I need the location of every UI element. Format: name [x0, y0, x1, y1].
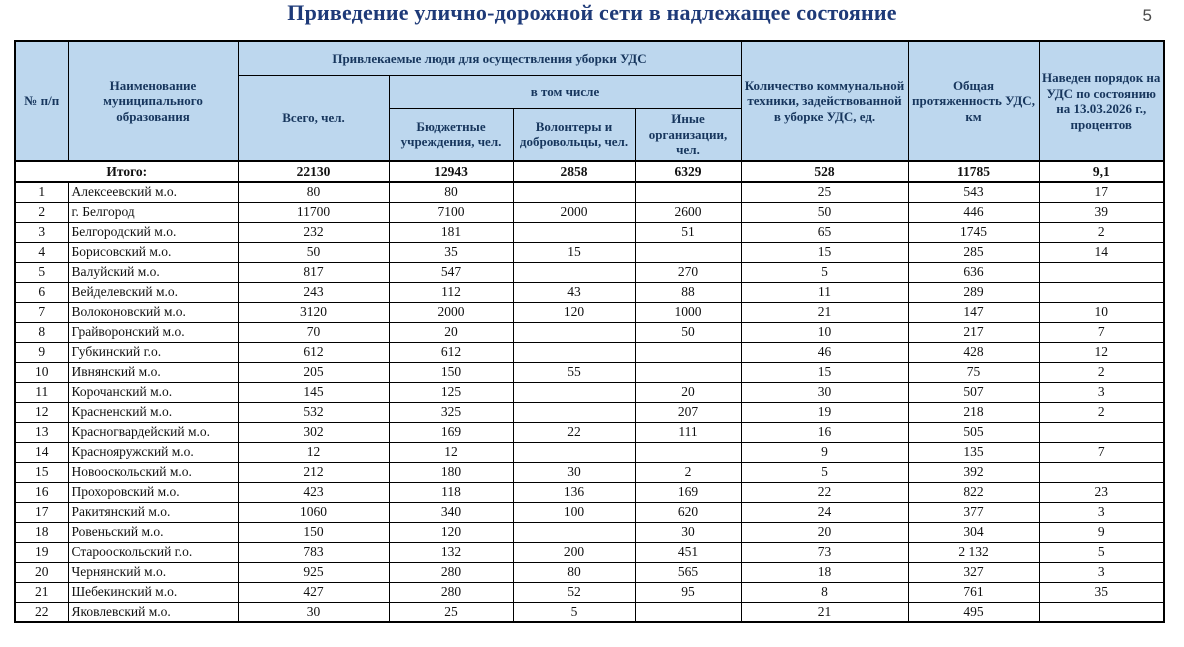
- municipality-name-cell: Ракитянский м.о.: [68, 502, 238, 522]
- value-cell: 822: [908, 482, 1039, 502]
- value-cell: 80: [238, 182, 389, 202]
- municipality-name-cell: Ивнянский м.о.: [68, 362, 238, 382]
- header-cell-machines: Количество коммунальной техники, задействованной в уборке УДС, ед.: [741, 41, 908, 161]
- value-cell: 50: [238, 242, 389, 262]
- value-cell: 111: [635, 422, 741, 442]
- value-cell: 5: [513, 602, 635, 622]
- value-cell: 7: [1039, 442, 1164, 462]
- value-cell: 451: [635, 542, 741, 562]
- value-cell: [513, 382, 635, 402]
- value-cell: 181: [389, 222, 513, 242]
- header-cell-other: Иные организации, чел.: [635, 108, 741, 161]
- value-cell: [513, 182, 635, 202]
- totals-value-cell: 2858: [513, 161, 635, 182]
- value-cell: 14: [1039, 242, 1164, 262]
- value-cell: 12: [389, 442, 513, 462]
- value-cell: 217: [908, 322, 1039, 342]
- value-cell: 2 132: [908, 542, 1039, 562]
- value-cell: 817: [238, 262, 389, 282]
- value-cell: 30: [741, 382, 908, 402]
- value-cell: 11700: [238, 202, 389, 222]
- value-cell: 2000: [389, 302, 513, 322]
- value-cell: 120: [389, 522, 513, 542]
- row-number-cell: 14: [15, 442, 68, 462]
- value-cell: [513, 522, 635, 542]
- value-cell: 50: [741, 202, 908, 222]
- row-number-cell: 7: [15, 302, 68, 322]
- value-cell: [513, 342, 635, 362]
- value-cell: [513, 222, 635, 242]
- header-cell-budget: Бюджетные учреждения, чел.: [389, 108, 513, 161]
- value-cell: 10: [741, 322, 908, 342]
- table-row: [15, 222, 1164, 242]
- value-cell: 150: [389, 362, 513, 382]
- value-cell: 21: [741, 302, 908, 322]
- value-cell: 2: [1039, 222, 1164, 242]
- value-cell: 25: [389, 602, 513, 622]
- value-cell: 20: [741, 522, 908, 542]
- municipality-name-cell: Белгородский м.о.: [68, 222, 238, 242]
- value-cell: 80: [389, 182, 513, 202]
- table-row: [15, 182, 1164, 202]
- value-cell: 22: [513, 422, 635, 442]
- value-cell: [635, 602, 741, 622]
- value-cell: 7: [1039, 322, 1164, 342]
- table-row: [15, 442, 1164, 462]
- table-row: [15, 562, 1164, 582]
- value-cell: 12: [1039, 342, 1164, 362]
- value-cell: 1745: [908, 222, 1039, 242]
- municipality-name-cell: Яковлевский м.о.: [68, 602, 238, 622]
- table-row: [15, 202, 1164, 222]
- municipality-name-cell: Новооскольский м.о.: [68, 462, 238, 482]
- value-cell: 50: [635, 322, 741, 342]
- municipality-name-cell: Губкинский г.о.: [68, 342, 238, 362]
- value-cell: [1039, 602, 1164, 622]
- header-cell-municipality: Наименование муниципального образования: [68, 41, 238, 161]
- value-cell: 15: [513, 242, 635, 262]
- value-cell: 207: [635, 402, 741, 422]
- municipality-name-cell: Старооскольский г.о.: [68, 542, 238, 562]
- value-cell: [1039, 422, 1164, 442]
- row-number-cell: 17: [15, 502, 68, 522]
- totals-value-cell: 11785: [908, 161, 1039, 182]
- totals-value-cell: 9,1: [1039, 161, 1164, 182]
- value-cell: [513, 322, 635, 342]
- header-cell-num: № п/п: [15, 41, 68, 161]
- value-cell: [513, 402, 635, 422]
- value-cell: 243: [238, 282, 389, 302]
- value-cell: 17: [1039, 182, 1164, 202]
- value-cell: 505: [908, 422, 1039, 442]
- row-number-cell: 1: [15, 182, 68, 202]
- value-cell: 543: [908, 182, 1039, 202]
- table-row: [15, 322, 1164, 342]
- value-cell: 428: [908, 342, 1039, 362]
- row-number-cell: 19: [15, 542, 68, 562]
- value-cell: 270: [635, 262, 741, 282]
- table-body: [15, 161, 1164, 622]
- value-cell: 2600: [635, 202, 741, 222]
- value-cell: 612: [389, 342, 513, 362]
- value-cell: 95: [635, 582, 741, 602]
- table-header: [15, 41, 1164, 161]
- municipality-name-cell: г. Белгород: [68, 202, 238, 222]
- value-cell: 392: [908, 462, 1039, 482]
- value-cell: 132: [389, 542, 513, 562]
- value-cell: 70: [238, 322, 389, 342]
- value-cell: 280: [389, 562, 513, 582]
- table-row: [15, 402, 1164, 422]
- totals-value-cell: 22130: [238, 161, 389, 182]
- value-cell: 180: [389, 462, 513, 482]
- table-row: [15, 502, 1164, 522]
- municipality-name-cell: Валуйский м.о.: [68, 262, 238, 282]
- value-cell: 22: [741, 482, 908, 502]
- value-cell: 75: [908, 362, 1039, 382]
- totals-value-cell: 528: [741, 161, 908, 182]
- totals-value-cell: 6329: [635, 161, 741, 182]
- value-cell: 423: [238, 482, 389, 502]
- row-number-cell: 15: [15, 462, 68, 482]
- header-cell-volunteers: Волонтеры и добровольцы, чел.: [513, 108, 635, 161]
- value-cell: 636: [908, 262, 1039, 282]
- header-group-people: Привлекаемые люди для осуществления уборки УДС: [238, 41, 741, 75]
- value-cell: 65: [741, 222, 908, 242]
- value-cell: 7100: [389, 202, 513, 222]
- value-cell: [635, 242, 741, 262]
- value-cell: 9: [741, 442, 908, 462]
- value-cell: 15: [741, 362, 908, 382]
- value-cell: 11: [741, 282, 908, 302]
- header-cell-length: Общая протяженность УДС, км: [908, 41, 1039, 161]
- value-cell: 88: [635, 282, 741, 302]
- table-row: [15, 522, 1164, 542]
- value-cell: 150: [238, 522, 389, 542]
- value-cell: [1039, 282, 1164, 302]
- row-number-cell: 18: [15, 522, 68, 542]
- municipality-name-cell: Красногвардейский м.о.: [68, 422, 238, 442]
- value-cell: 125: [389, 382, 513, 402]
- row-number-cell: 12: [15, 402, 68, 422]
- value-cell: [1039, 462, 1164, 482]
- value-cell: 118: [389, 482, 513, 502]
- value-cell: 340: [389, 502, 513, 522]
- value-cell: [513, 442, 635, 462]
- value-cell: 112: [389, 282, 513, 302]
- value-cell: 8: [741, 582, 908, 602]
- table-row: [15, 282, 1164, 302]
- value-cell: 302: [238, 422, 389, 442]
- row-number-cell: 9: [15, 342, 68, 362]
- page-number: 5: [1142, 6, 1152, 25]
- header-cell-progress: Наведен порядок на УДС по состоянию на 13.03.2026 г., процентов: [1039, 41, 1164, 161]
- table-row: [15, 602, 1164, 622]
- value-cell: 507: [908, 382, 1039, 402]
- value-cell: 15: [741, 242, 908, 262]
- table-row: [15, 462, 1164, 482]
- municipality-name-cell: Прохоровский м.о.: [68, 482, 238, 502]
- value-cell: 925: [238, 562, 389, 582]
- value-cell: [513, 262, 635, 282]
- table-row: [15, 382, 1164, 402]
- table-row: [15, 542, 1164, 562]
- value-cell: 10: [1039, 302, 1164, 322]
- value-cell: 9: [1039, 522, 1164, 542]
- totals-label-cell: Итого:: [15, 161, 238, 182]
- row-number-cell: 4: [15, 242, 68, 262]
- value-cell: 377: [908, 502, 1039, 522]
- value-cell: 12: [238, 442, 389, 462]
- value-cell: 16: [741, 422, 908, 442]
- value-cell: 325: [389, 402, 513, 422]
- value-cell: 218: [908, 402, 1039, 422]
- row-number-cell: 22: [15, 602, 68, 622]
- value-cell: 427: [238, 582, 389, 602]
- municipality-name-cell: Борисовский м.о.: [68, 242, 238, 262]
- value-cell: 39: [1039, 202, 1164, 222]
- value-cell: 120: [513, 302, 635, 322]
- municipality-name-cell: Шебекинский м.о.: [68, 582, 238, 602]
- row-number-cell: 11: [15, 382, 68, 402]
- value-cell: 20: [389, 322, 513, 342]
- table-row: [15, 342, 1164, 362]
- value-cell: 495: [908, 602, 1039, 622]
- value-cell: 3: [1039, 502, 1164, 522]
- table-row: [15, 242, 1164, 262]
- value-cell: 761: [908, 582, 1039, 602]
- main-table: [14, 40, 1165, 623]
- value-cell: 212: [238, 462, 389, 482]
- value-cell: 52: [513, 582, 635, 602]
- value-cell: [635, 362, 741, 382]
- row-number-cell: 10: [15, 362, 68, 382]
- value-cell: 145: [238, 382, 389, 402]
- value-cell: 532: [238, 402, 389, 422]
- value-cell: 55: [513, 362, 635, 382]
- value-cell: [1039, 262, 1164, 282]
- value-cell: 169: [635, 482, 741, 502]
- value-cell: [635, 342, 741, 362]
- value-cell: 446: [908, 202, 1039, 222]
- municipality-name-cell: Грайворонский м.о.: [68, 322, 238, 342]
- row-number-cell: 3: [15, 222, 68, 242]
- value-cell: 3: [1039, 562, 1164, 582]
- row-number-cell: 20: [15, 562, 68, 582]
- value-cell: 35: [1039, 582, 1164, 602]
- value-cell: 2: [635, 462, 741, 482]
- value-cell: 46: [741, 342, 908, 362]
- municipality-name-cell: Краснояружский м.о.: [68, 442, 238, 462]
- row-number-cell: 21: [15, 582, 68, 602]
- row-number-cell: 2: [15, 202, 68, 222]
- value-cell: 1000: [635, 302, 741, 322]
- value-cell: 5: [1039, 542, 1164, 562]
- value-cell: 30: [238, 602, 389, 622]
- value-cell: 35: [389, 242, 513, 262]
- value-cell: 2: [1039, 362, 1164, 382]
- value-cell: 620: [635, 502, 741, 522]
- value-cell: 280: [389, 582, 513, 602]
- table-row: [15, 362, 1164, 382]
- value-cell: 289: [908, 282, 1039, 302]
- row-number-cell: 13: [15, 422, 68, 442]
- value-cell: [635, 442, 741, 462]
- municipality-name-cell: Красненский м.о.: [68, 402, 238, 422]
- header-cell-total: Всего, чел.: [238, 75, 389, 161]
- value-cell: [635, 182, 741, 202]
- value-cell: 51: [635, 222, 741, 242]
- value-cell: 30: [513, 462, 635, 482]
- value-cell: 25: [741, 182, 908, 202]
- value-cell: 3120: [238, 302, 389, 322]
- table-row: [15, 482, 1164, 502]
- value-cell: 3: [1039, 382, 1164, 402]
- municipality-name-cell: Ровеньский м.о.: [68, 522, 238, 542]
- municipality-name-cell: Корочанский м.о.: [68, 382, 238, 402]
- row-number-cell: 6: [15, 282, 68, 302]
- value-cell: 2000: [513, 202, 635, 222]
- value-cell: 783: [238, 542, 389, 562]
- value-cell: 200: [513, 542, 635, 562]
- value-cell: 80: [513, 562, 635, 582]
- totals-value-cell: 12943: [389, 161, 513, 182]
- value-cell: 2: [1039, 402, 1164, 422]
- page-title: Приведение улично-дорожной сети в надлежащее состояние: [287, 0, 897, 25]
- value-cell: 565: [635, 562, 741, 582]
- value-cell: 135: [908, 442, 1039, 462]
- municipality-name-cell: Волоконовский м.о.: [68, 302, 238, 322]
- table-row: [15, 422, 1164, 442]
- row-number-cell: 5: [15, 262, 68, 282]
- value-cell: 169: [389, 422, 513, 442]
- value-cell: 23: [1039, 482, 1164, 502]
- value-cell: 18: [741, 562, 908, 582]
- municipality-name-cell: Алексеевский м.о.: [68, 182, 238, 202]
- table-row: [15, 262, 1164, 282]
- value-cell: 19: [741, 402, 908, 422]
- value-cell: 327: [908, 562, 1039, 582]
- value-cell: 136: [513, 482, 635, 502]
- value-cell: 21: [741, 602, 908, 622]
- value-cell: 5: [741, 262, 908, 282]
- municipality-name-cell: Чернянский м.о.: [68, 562, 238, 582]
- value-cell: 100: [513, 502, 635, 522]
- value-cell: 1060: [238, 502, 389, 522]
- value-cell: 205: [238, 362, 389, 382]
- value-cell: 73: [741, 542, 908, 562]
- value-cell: 232: [238, 222, 389, 242]
- value-cell: 304: [908, 522, 1039, 542]
- value-cell: 612: [238, 342, 389, 362]
- value-cell: 20: [635, 382, 741, 402]
- totals-row: [15, 161, 1164, 182]
- value-cell: 43: [513, 282, 635, 302]
- row-number-cell: 16: [15, 482, 68, 502]
- value-cell: 30: [635, 522, 741, 542]
- value-cell: 24: [741, 502, 908, 522]
- value-cell: 147: [908, 302, 1039, 322]
- value-cell: 5: [741, 462, 908, 482]
- header-group-including: в том числе: [389, 75, 741, 108]
- municipality-name-cell: Вейделевский м.о.: [68, 282, 238, 302]
- row-number-cell: 8: [15, 322, 68, 342]
- table-row: [15, 582, 1164, 602]
- table-row: [15, 302, 1164, 322]
- value-cell: 285: [908, 242, 1039, 262]
- value-cell: 547: [389, 262, 513, 282]
